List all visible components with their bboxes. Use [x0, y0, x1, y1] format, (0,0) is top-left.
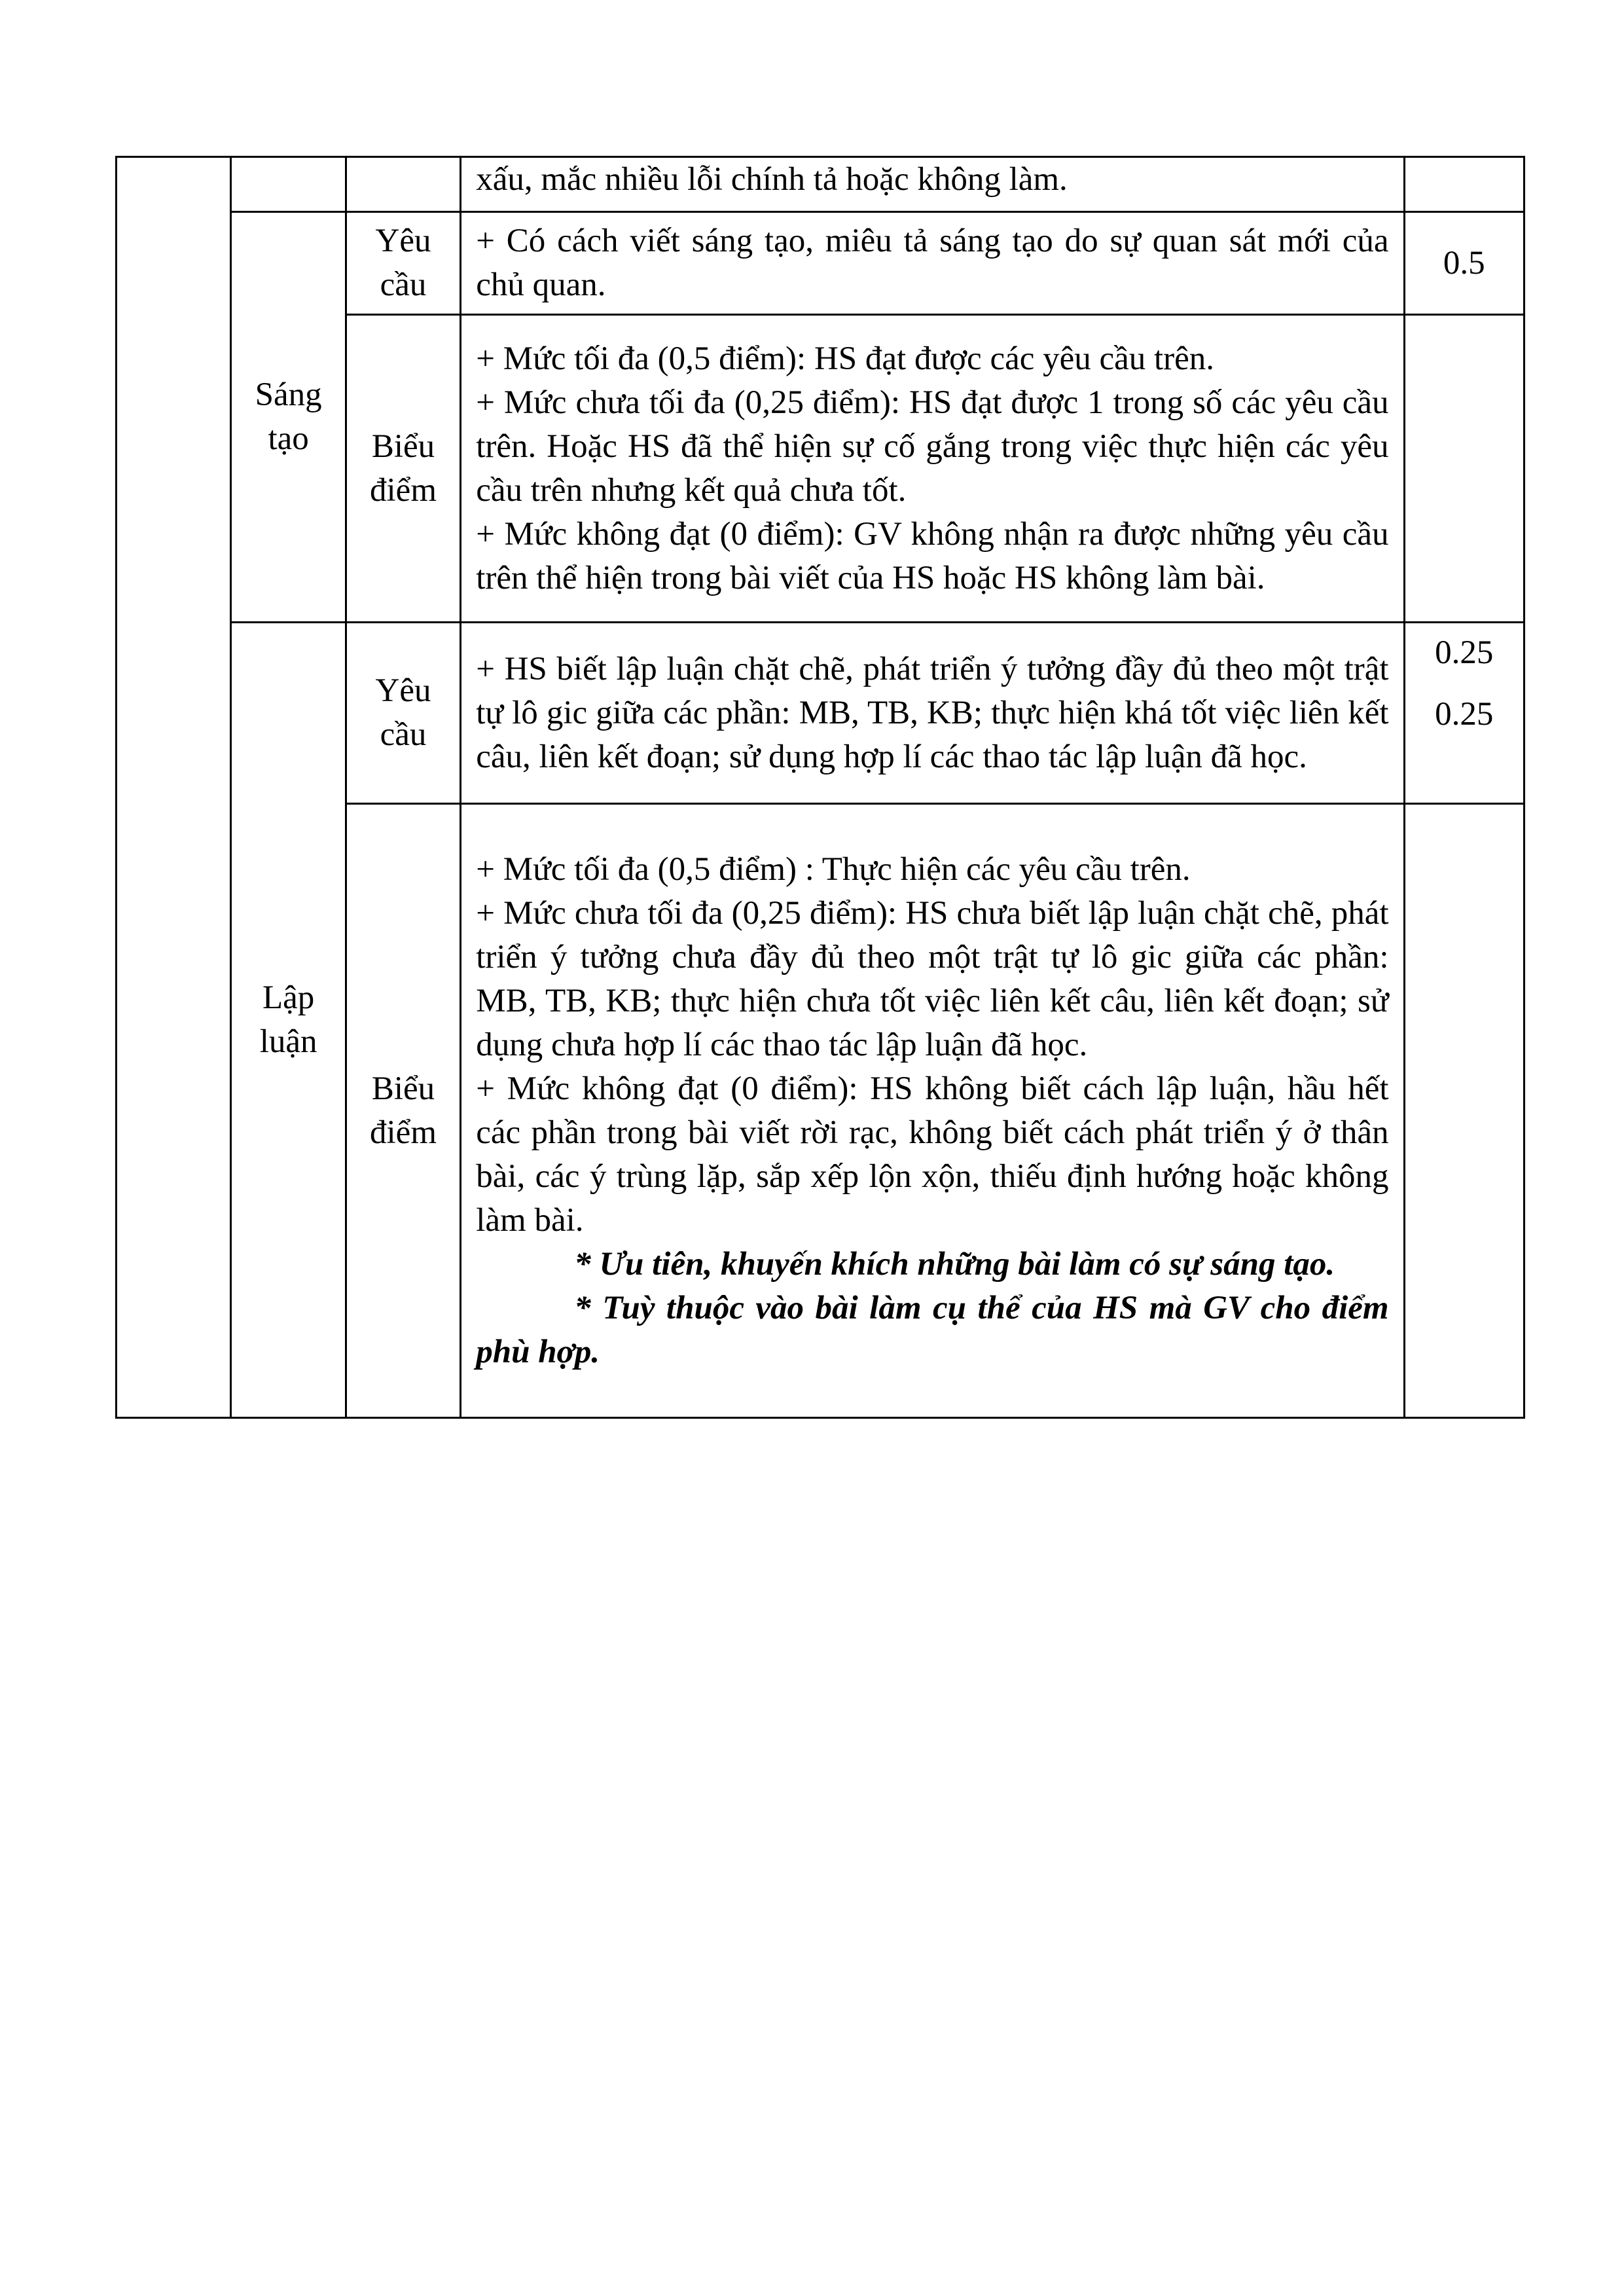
type-label-line2: điểm: [370, 1114, 437, 1151]
continuation-desc: [461, 157, 1404, 212]
type-label-line1: Yêu: [375, 223, 431, 259]
desc-yeu-cau-sang-tao: [461, 212, 1404, 315]
outer-empty-cell: [117, 157, 231, 1418]
bieu-diem-item: + Mức chưa tối đa (0,25 điểm): HS chưa biết lập luận chặt chẽ, phát triển ý tưởng chưa đầy đủ theo một trật tự lô gic giữa các phần: MB, TB, KB; thực hiện chưa tốt việc liên kết câu, liên kết đoạn; sử dụng chưa hợp lí các thao tác lập luận đã học.: [476, 894, 1389, 1063]
criterion-sang-tao: [231, 212, 346, 623]
score-empty-cell: [1404, 157, 1524, 212]
note-discretion: * Tuỳ thuộc vào bài làm cụ thể của HS mà GV cho điểm phù hợp.: [476, 1289, 1389, 1370]
score-empty-cell: [1404, 315, 1524, 623]
type-empty-cell: [346, 157, 460, 212]
type-yeu-cau-sang-tao: [346, 212, 460, 315]
bieu-diem-item: + Mức không đạt (0 điểm): GV không nhận ra được những yêu cầu trên thể hiện trong bài viết của HS hoặc HS không làm bài.: [476, 515, 1389, 596]
bieu-diem-item: + Mức chưa tối đa (0,25 điểm): HS đạt được 1 trong số các yêu cầu trên. Hoặc HS đã thể hiện sự cố gắng trong việc thực hiện các yêu cầu trên nhưng kết quả chưa tốt.: [476, 384, 1389, 509]
desc-bieu-diem-lap-luan: [461, 804, 1404, 1418]
criterion-sang-tao-line1: Sáng: [255, 376, 322, 413]
table-row-continuation: [117, 157, 1525, 212]
score-sang-tao: [1404, 212, 1524, 315]
score-value: 0.25: [1435, 696, 1494, 733]
bieu-diem-item: + Mức không đạt (0 điểm): HS không biết cách lập luận, hầu hết các phần trong bài viết rời rạc, không biết cách phát triển ý ở thân bài, các ý trùng lặp, sắp xếp lộn xộn, thiếu định hướng hoặc không làm bài.: [476, 1070, 1389, 1239]
type-label-line2: cầu: [380, 716, 427, 753]
desc-text: + Có cách viết sáng tạo, miêu tả sáng tạo do sự quan sát mới của chủ quan.: [476, 223, 1389, 303]
type-yeu-cau-lap-luan: [346, 623, 460, 804]
score-value: 0.5: [1443, 244, 1485, 282]
criterion-lap-luan: [231, 623, 346, 1418]
type-bieu-diem-sang-tao: [346, 315, 460, 623]
type-bieu-diem-lap-luan: [346, 804, 460, 1418]
desc-bieu-diem-sang-tao: [461, 315, 1404, 623]
continuation-text: xấu, mắc nhiều lỗi chính tả hoặc không làm.: [476, 161, 1068, 198]
note-priority: * Ưu tiên, khuyến khích những bài làm có sự sáng tạo.: [574, 1245, 1335, 1283]
desc-text: + HS biết lập luận chặt chẽ, phát triển ý tưởng đầy đủ theo một trật tự lô gic giữa các phần: MB, TB, KB; thực hiện khá tốt việc liên kết câu, liên kết đoạn; sử dụng hợp lí các thao tác lập luận đã học.: [476, 650, 1389, 775]
desc-yeu-cau-lap-luan: [461, 623, 1404, 804]
bieu-diem-item: + Mức tối đa (0,5 điểm) : Thực hiện các yêu cầu trên.: [476, 850, 1191, 888]
criterion-empty-cell: [231, 157, 346, 212]
bieu-diem-item: + Mức tối đa (0,5 điểm): HS đạt được các yêu cầu trên.: [476, 340, 1215, 377]
criterion-lap-luan-line2: luận: [259, 1023, 317, 1060]
type-label-line1: Yêu: [375, 672, 431, 709]
type-label-line1: Biểu: [371, 1070, 435, 1107]
criterion-lap-luan-line1: Lập: [262, 979, 315, 1016]
score-lap-luan: [1404, 623, 1524, 804]
score-stack: [1405, 631, 1523, 737]
table-row-lap-luan-yeu-cau: [117, 623, 1525, 804]
type-label-line2: điểm: [370, 471, 437, 509]
score-empty-cell: [1404, 804, 1524, 1418]
type-label-line2: cầu: [380, 266, 427, 303]
table-row-sang-tao-yeu-cau: [117, 212, 1525, 315]
rubric-table: [115, 156, 1525, 1419]
criterion-sang-tao-line2: tạo: [268, 420, 309, 457]
score-value: 0.25: [1435, 634, 1494, 671]
type-label-line1: Biểu: [371, 428, 435, 465]
